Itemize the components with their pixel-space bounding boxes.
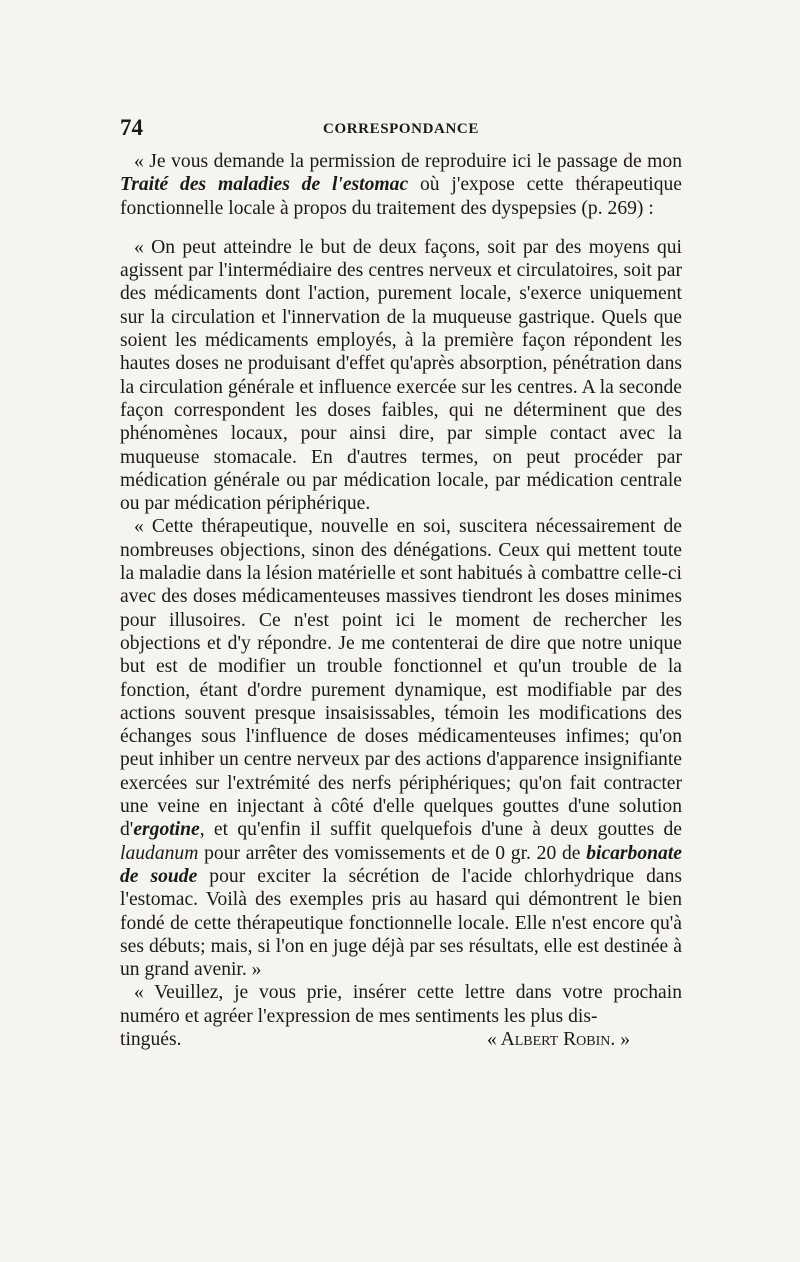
closing-last-word: tingués. <box>120 1028 182 1050</box>
paragraph-quote-2-text-b: , et qu'enfin il suffit quelquefois d'une à deux gouttes de <box>199 819 682 841</box>
paragraph-quote-1: « On peut atteindre le but de deux façons, soit par des moyens qui agissent par l'intermédiaire des centres nerveux et circulatoires, soit par des médicaments dont l'action, purement locale, s'exerce uniquement sur la circulation et l'innervation de la muqueuse gastrique. Quels que soient les médicaments employés, à la première façon répondent les hautes doses ne produisant d'effet qu'après absorption, pénétration dans la circulation générale et influence exercée sur les centres. A la seconde façon correspondent les doses faibles, qui ne déterminent que des phénomènes locaux, pour ainsi dire, par simple contact avec la muqueuse stomacale. En d'autres termes, on peut procéder par médication générale ou par médication locale, par médication centrale ou par médication périphérique. <box>120 236 682 515</box>
paragraph-quote-2-text-d: pour exciter la sécrétion de l'acide chlorhydrique dans l'estomac. Voilà des exemples pris au hasard qui démontrent le bien fondé de cette thérapeutique fonctionnelle locale. Elle n'est encore qu'à ses débuts; mais, si l'on en juge déjà par ses résultats, elle est destinée à un grand avenir. » <box>120 865 682 981</box>
paragraph-intro-text-a: « Je vous demande la permission de reproduire ici le passage de mon <box>134 151 682 172</box>
term-ergotine: ergotine <box>133 819 200 841</box>
paragraph-quote-2-text-a: « Cette thérapeutique, nouvelle en soi, suscitera nécessairement de nombreuses objections, sinon des dénégations. Ceux qui mettent toute la maladie dans la lésion matérielle et sont habitués à combattre celle-ci avec des doses médicamenteuses massives tiendront les doses minimes pour illusoires. Ce n'est point ici le moment de rechercher les objections et d'y répondre. Je me contenterai de dire que notre unique but est de modifier un trouble fonctionnel et qu'un trouble de la fonction, étant d'ordre purement dynamique, est modifiable par des actions souvent presque insaisissables, témoin les modifications des échanges sous l'influence de doses médicamenteuses infimes; qu'on peut inhiber un centre nerveux par des actions d'apparence insignifiante exercées sur l'extrémité des nerfs périphériques; qu'on fait contracter une veine en injectant à côté d'elle quelques gouttes d'une solution d' <box>120 516 682 841</box>
term-bicarbonate: bicarbonate de soude <box>120 842 682 887</box>
paragraph-intro <box>120 150 682 220</box>
paragraph-quote-2-text-c: pour arrêter des vomissements et de 0 gr. 20 de <box>198 842 587 864</box>
paragraph-quote-2 <box>120 515 682 981</box>
book-title: Traité des maladies de l'estomac <box>120 174 409 196</box>
body-text <box>120 150 682 1051</box>
paragraph-intro-text-b: où j'expose cette thérapeutique fonctionnelle locale à propos du traitement des dyspepsies (p. 269) : <box>120 174 682 219</box>
term-laudanum: laudanum <box>120 842 199 864</box>
page-number: 74 <box>120 115 143 140</box>
signature: « Albert Robin. » <box>486 1028 630 1050</box>
page-header <box>120 116 682 140</box>
signature-line <box>120 1028 682 1051</box>
running-head: CORRESPONDANCE <box>323 121 479 137</box>
paragraph-closing: « Veuillez, je vous prie, insérer cette lettre dans votre prochain numéro et agréer l'expression de mes sentiments les plus dis- <box>120 982 682 1027</box>
